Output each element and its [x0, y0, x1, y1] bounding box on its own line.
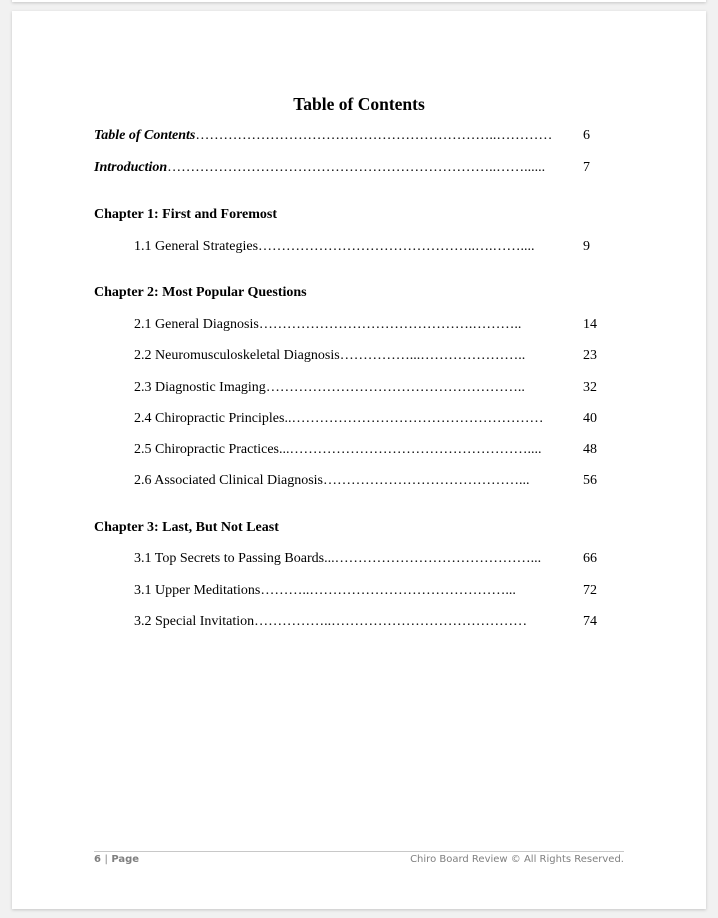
toc-leader-dots: ……………………………………….………..	[258, 317, 522, 332]
toc-entry[interactable]	[134, 380, 525, 396]
chapter-heading[interactable]: Chapter 1: First and Foremost	[94, 207, 278, 222]
toc-entry[interactable]	[134, 317, 521, 333]
toc-page-number: 23	[583, 348, 597, 363]
toc-leader-dots: ………..……………………………………...	[260, 583, 516, 598]
toc-entry[interactable]	[134, 473, 529, 489]
toc-page-number: 32	[583, 380, 597, 395]
toc-entry-label: 2.6 Associated Clinical Diagnosis	[134, 473, 323, 488]
toc-entry-label: 2.5 Chiropractic Practices	[134, 442, 280, 457]
toc-entry[interactable]	[134, 442, 542, 458]
chapter-heading[interactable]: Chapter 3: Last, But Not Least	[94, 520, 279, 535]
toc-page-number: 6	[583, 128, 590, 143]
toc-page-number: 48	[583, 442, 597, 457]
toc-page-number: 9	[583, 239, 590, 254]
toc-leader-dots: ..………………………………………………	[284, 411, 544, 426]
toc-entry-label: 2.3 Diagnostic Imaging	[134, 380, 266, 395]
toc-page-number: 40	[583, 411, 597, 426]
toc-entry[interactable]	[134, 614, 527, 630]
toc-page-number: 14	[583, 317, 597, 332]
footer-page-indicator	[94, 854, 139, 865]
toc-leader-dots: ……………..……………………………………	[254, 614, 528, 629]
document-page	[12, 11, 706, 909]
page-content	[12, 11, 706, 909]
toc-page-number: 72	[583, 583, 597, 598]
toc-page-number: 74	[583, 614, 597, 629]
toc-heading: Table of Contents	[293, 94, 425, 114]
toc-entry-label: 2.1 General Diagnosis	[134, 317, 259, 332]
toc-entry[interactable]	[134, 551, 541, 567]
toc-page-number: 66	[583, 551, 597, 566]
previous-page-edge	[12, 0, 706, 2]
toc-page-number: 7	[583, 160, 590, 175]
toc-entry-label: 2.4 Chiropractic Principles	[134, 411, 285, 426]
toc-entry-label: Introduction	[94, 160, 168, 175]
toc-leader-dots: ...……………………………………………....	[279, 442, 542, 457]
toc-leader-dots: ………………………………………………………..…………	[195, 128, 553, 143]
toc-leader-dots: ………………………………………..….……....	[258, 239, 535, 254]
toc-entry-label: 1.1 General Strategies	[134, 239, 259, 254]
toc-leader-dots: ...……………………………………...	[324, 551, 542, 566]
toc-entry[interactable]	[134, 411, 543, 427]
toc-entry[interactable]	[134, 583, 516, 599]
toc-entry-label: 2.2 Neuromusculoskeletal Diagnosis	[134, 348, 340, 363]
toc-leader-dots: ……………...…………………..	[339, 348, 526, 363]
toc-leader-dots: ……………………………………...	[322, 473, 530, 488]
toc-entry[interactable]	[134, 239, 535, 255]
toc-entry-label: 3.1 Upper Meditations	[134, 583, 261, 598]
toc-entry[interactable]	[134, 348, 525, 364]
toc-leader-dots: ………………………………………………..	[265, 380, 525, 395]
footer-page-label: Page	[111, 854, 140, 865]
toc-entry-label: 3.1 Top Secrets to Passing Boards	[134, 551, 325, 566]
toc-leader-dots: ……………………………………………………………..……......	[167, 160, 546, 175]
footer-page-number: 6	[94, 854, 101, 865]
toc-entry-introduction[interactable]	[94, 160, 545, 176]
footer-rule	[94, 851, 624, 852]
chapter-heading[interactable]: Chapter 2: Most Popular Questions	[94, 285, 307, 300]
toc-entry-label: 3.2 Special Invitation	[134, 614, 255, 629]
footer-copyright: Chiro Board Review © All Rights Reserved.	[410, 854, 624, 865]
toc-entry-label: Table of Contents	[94, 128, 196, 143]
toc-entry-table-of-contents[interactable]	[94, 128, 552, 144]
footer-separator: |	[104, 854, 108, 865]
toc-page-number: 56	[583, 473, 597, 488]
